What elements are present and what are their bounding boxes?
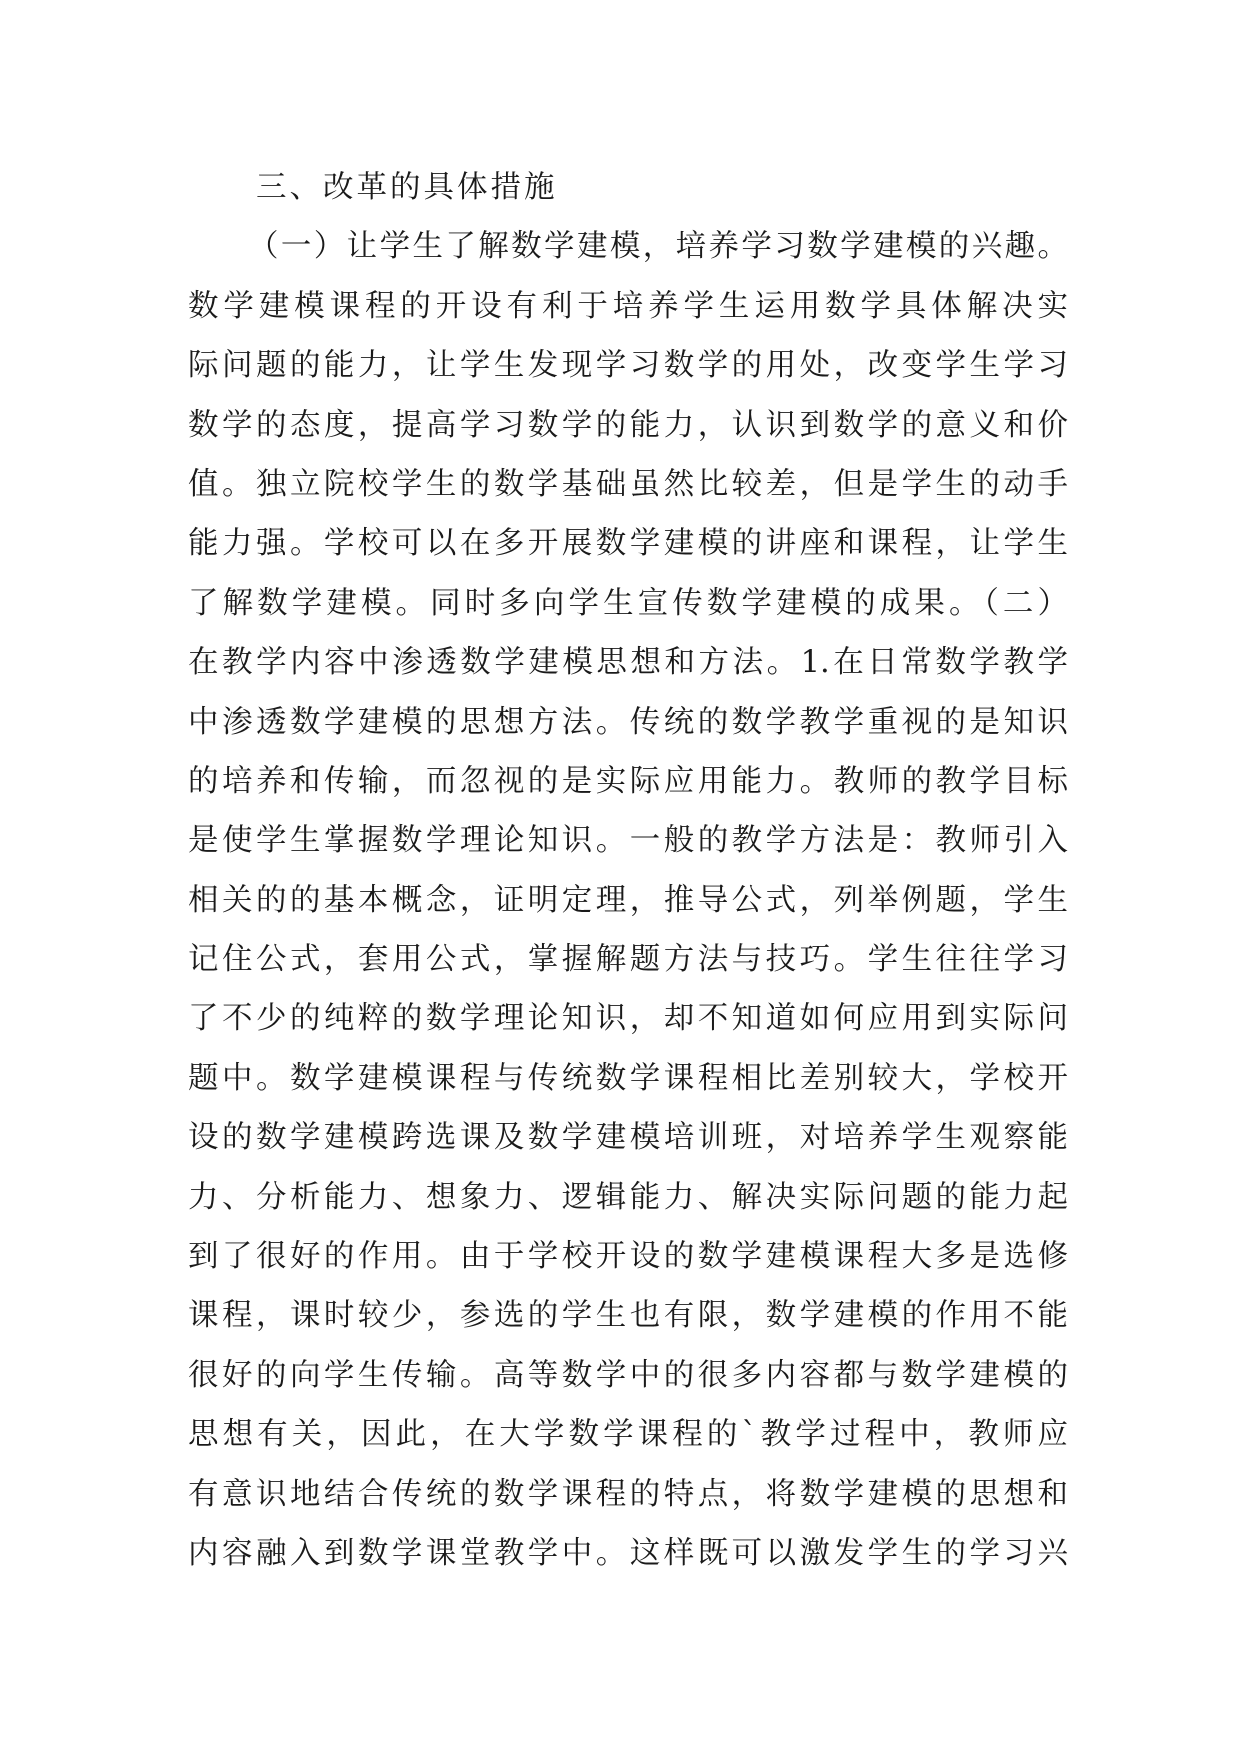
- paragraph-line: 值。独立院校学生的数学基础虽然比较差，但是学生的动手: [188, 466, 1068, 502]
- paragraph-line: 相关的的基本概念，证明定理，推导公式，列举例题，学生: [188, 882, 1068, 918]
- paragraph-line: 力、分析能力、想象力、逻辑能力、解决实际问题的能力起: [188, 1179, 1068, 1215]
- paragraph-line: 题中。数学建模课程与传统数学课程相比差别较大，学校开: [188, 1060, 1068, 1096]
- paragraph-line: 设的数学建模跨选课及数学建模培训班，对培养学生观察能: [188, 1120, 1068, 1156]
- paragraph-line: 思想有关，因此，在大学数学课程的`教学过程中，教师应: [188, 1417, 1068, 1453]
- paragraph-line: 记住公式，套用公式，掌握解题方法与技巧。学生往往学习: [188, 942, 1068, 978]
- paragraph-line: 很好的向学生传输。高等数学中的很多内容都与数学建模的: [188, 1357, 1068, 1393]
- paragraph-line: 内容融入到数学课堂教学中。这样既可以激发学生的学习兴: [188, 1535, 1068, 1571]
- paragraph-line: 有意识地结合传统的数学课程的特点，将数学建模的思想和: [188, 1476, 1068, 1512]
- paragraph-line: 在教学内容中渗透数学建模思想和方法。1.在日常数学教学: [188, 645, 1068, 681]
- paragraph-line: 了解数学建模。同时多向学生宣传数学建模的成果。（二）: [188, 585, 1068, 621]
- section-heading: 三、改革的具体措施: [256, 170, 558, 205]
- paragraph-line: （一）让学生了解数学建模，培养学习数学建模的兴趣。: [248, 229, 1068, 265]
- paragraph-line: 能力强。学校可以在多开展数学建模的讲座和课程，让学生: [188, 526, 1068, 562]
- paragraph-line: 是使学生掌握数学理论知识。一般的教学方法是：教师引入: [188, 823, 1068, 859]
- paragraph-line: 中渗透数学建模的思想方法。传统的数学教学重视的是知识: [188, 704, 1068, 740]
- paragraph-line: 数学的态度，提高学习数学的能力，认识到数学的意义和价: [188, 407, 1068, 443]
- paragraph-line: 课程，课时较少，参选的学生也有限，数学建模的作用不能: [188, 1298, 1068, 1334]
- paragraph-line: 了不少的纯粹的数学理论知识，却不知道如何应用到实际问: [188, 1001, 1068, 1037]
- paragraph-line: 的培养和传输，而忽视的是实际应用能力。教师的教学目标: [188, 763, 1068, 799]
- paragraph-line: 际问题的能力，让学生发现学习数学的用处，改变学生学习: [188, 348, 1068, 384]
- body-text: [188, 158, 1068, 1583]
- paragraph-line: 到了很好的作用。由于学校开设的数学建模课程大多是选修: [188, 1239, 1068, 1275]
- paragraph-line: 数学建模课程的开设有利于培养学生运用数学具体解决实: [188, 288, 1068, 324]
